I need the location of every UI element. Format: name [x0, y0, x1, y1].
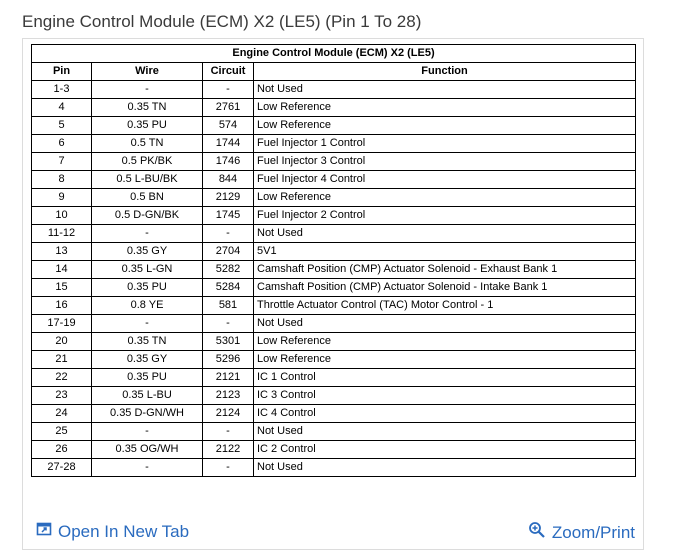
table-header-row	[32, 63, 636, 81]
cell-wire: 0.5 TN	[92, 135, 203, 153]
zoom-icon	[528, 521, 546, 544]
table-row	[32, 81, 636, 99]
cell-function: Fuel Injector 1 Control	[254, 135, 636, 153]
cell-circuit: 5301	[203, 333, 254, 351]
cell-wire: -	[92, 423, 203, 441]
open-new-tab-link[interactable]	[36, 521, 189, 542]
cell-wire: 0.35 D-GN/WH	[92, 405, 203, 423]
cell-circuit: 2122	[203, 441, 254, 459]
cell-function: Low Reference	[254, 351, 636, 369]
cell-function: Not Used	[254, 315, 636, 333]
table-row	[32, 171, 636, 189]
table-row	[32, 261, 636, 279]
footer-bar	[23, 513, 643, 549]
cell-wire: 0.35 GY	[92, 351, 203, 369]
cell-wire: 0.35 PU	[92, 369, 203, 387]
cell-pin: 6	[32, 135, 92, 153]
header-wire: Wire	[92, 63, 203, 81]
cell-function: Not Used	[254, 225, 636, 243]
cell-function: Fuel Injector 3 Control	[254, 153, 636, 171]
cell-pin: 16	[32, 297, 92, 315]
cell-wire: 0.35 TN	[92, 333, 203, 351]
cell-wire: 0.35 OG/WH	[92, 441, 203, 459]
cell-wire: -	[92, 315, 203, 333]
cell-circuit: -	[203, 459, 254, 477]
cell-pin: 24	[32, 405, 92, 423]
cell-wire: 0.35 TN	[92, 99, 203, 117]
cell-function: Low Reference	[254, 117, 636, 135]
cell-function: 5V1	[254, 243, 636, 261]
cell-wire: 0.5 D-GN/BK	[92, 207, 203, 225]
cell-pin: 4	[32, 99, 92, 117]
cell-pin: 15	[32, 279, 92, 297]
table-row	[32, 405, 636, 423]
table-row	[32, 117, 636, 135]
cell-wire: 0.35 GY	[92, 243, 203, 261]
cell-function: Not Used	[254, 81, 636, 99]
cell-circuit: -	[203, 81, 254, 99]
cell-wire: -	[92, 225, 203, 243]
cell-circuit: 1746	[203, 153, 254, 171]
page-title: Engine Control Module (ECM) X2 (LE5) (Pin 1 To 28)	[22, 12, 422, 31]
table-row	[32, 243, 636, 261]
cell-pin: 17-19	[32, 315, 92, 333]
table-row	[32, 207, 636, 225]
cell-pin: 20	[32, 333, 92, 351]
cell-pin: 8	[32, 171, 92, 189]
cell-pin: 14	[32, 261, 92, 279]
cell-function: Low Reference	[254, 99, 636, 117]
cell-circuit: 5284	[203, 279, 254, 297]
cell-pin: 27-28	[32, 459, 92, 477]
cell-circuit: 2129	[203, 189, 254, 207]
table-row	[32, 297, 636, 315]
cell-circuit: 581	[203, 297, 254, 315]
cell-circuit: 2121	[203, 369, 254, 387]
table-row	[32, 441, 636, 459]
table-row	[32, 351, 636, 369]
open-new-tab-icon	[36, 521, 52, 542]
zoom-print-link[interactable]	[528, 521, 635, 544]
cell-wire: 0.5 PK/BK	[92, 153, 203, 171]
cell-function: Fuel Injector 2 Control	[254, 207, 636, 225]
cell-function: Camshaft Position (CMP) Actuator Solenoid - Exhaust Bank 1	[254, 261, 636, 279]
cell-pin: 7	[32, 153, 92, 171]
document-frame	[22, 38, 644, 550]
table-row	[32, 387, 636, 405]
cell-pin: 26	[32, 441, 92, 459]
cell-wire: -	[92, 459, 203, 477]
cell-circuit: 5296	[203, 351, 254, 369]
table-row	[32, 459, 636, 477]
table-row	[32, 225, 636, 243]
table-row	[32, 369, 636, 387]
cell-circuit: 2761	[203, 99, 254, 117]
open-new-tab-label: Open In New Tab	[58, 521, 190, 541]
cell-circuit: 844	[203, 171, 254, 189]
cell-pin: 10	[32, 207, 92, 225]
header-function: Function	[254, 63, 636, 81]
cell-function: Fuel Injector 4 Control	[254, 171, 636, 189]
cell-function: IC 1 Control	[254, 369, 636, 387]
cell-pin: 5	[32, 117, 92, 135]
cell-wire: 0.35 PU	[92, 279, 203, 297]
cell-function: Camshaft Position (CMP) Actuator Solenoid - Intake Bank 1	[254, 279, 636, 297]
cell-circuit: 2123	[203, 387, 254, 405]
cell-function: Low Reference	[254, 333, 636, 351]
table-row	[32, 135, 636, 153]
cell-pin: 13	[32, 243, 92, 261]
cell-circuit: -	[203, 423, 254, 441]
zoom-print-label: Zoom/Print	[551, 522, 635, 542]
table-row	[32, 189, 636, 207]
cell-wire: 0.35 L-GN	[92, 261, 203, 279]
cell-circuit: -	[203, 315, 254, 333]
cell-pin: 23	[32, 387, 92, 405]
cell-wire: 0.35 L-BU	[92, 387, 203, 405]
cell-function: IC 4 Control	[254, 405, 636, 423]
cell-wire: 0.5 BN	[92, 189, 203, 207]
cell-circuit: 574	[203, 117, 254, 135]
table-row	[32, 153, 636, 171]
cell-wire: 0.5 L-BU/BK	[92, 171, 203, 189]
table-row	[32, 99, 636, 117]
cell-wire: 0.8 YE	[92, 297, 203, 315]
cell-function: Not Used	[254, 423, 636, 441]
header-circuit: Circuit	[203, 63, 254, 81]
cell-circuit: 1745	[203, 207, 254, 225]
table-caption-row	[32, 45, 636, 63]
cell-circuit: 1744	[203, 135, 254, 153]
cell-pin: 22	[32, 369, 92, 387]
cell-wire: -	[92, 81, 203, 99]
cell-circuit: -	[203, 225, 254, 243]
cell-function: Throttle Actuator Control (TAC) Motor Control - 1	[254, 297, 636, 315]
cell-function: Not Used	[254, 459, 636, 477]
cell-pin: 9	[32, 189, 92, 207]
ecm-pinout-table	[31, 44, 636, 477]
table-row	[32, 279, 636, 297]
cell-pin: 11-12	[32, 225, 92, 243]
cell-pin: 25	[32, 423, 92, 441]
cell-wire: 0.35 PU	[92, 117, 203, 135]
table-row	[32, 315, 636, 333]
cell-function: IC 3 Control	[254, 387, 636, 405]
cell-circuit: 2704	[203, 243, 254, 261]
table-row	[32, 423, 636, 441]
table-row	[32, 333, 636, 351]
table-caption: Engine Control Module (ECM) X2 (LE5)	[32, 45, 636, 63]
cell-pin: 21	[32, 351, 92, 369]
table-body	[32, 81, 636, 477]
cell-function: IC 2 Control	[254, 441, 636, 459]
cell-pin: 1-3	[32, 81, 92, 99]
cell-circuit: 2124	[203, 405, 254, 423]
header-pin: Pin	[32, 63, 92, 81]
cell-function: Low Reference	[254, 189, 636, 207]
cell-circuit: 5282	[203, 261, 254, 279]
